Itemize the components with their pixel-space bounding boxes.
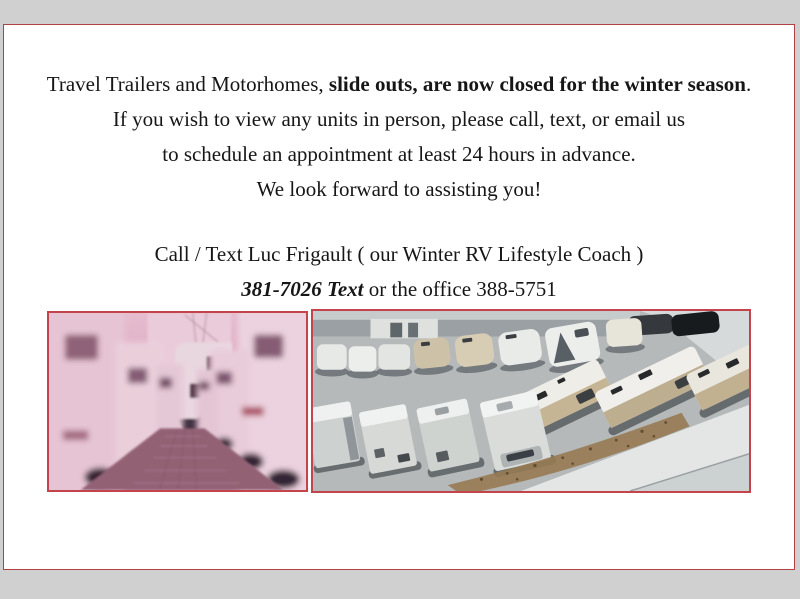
- notice-line-2: If you wish to view any units in person, please call, text, or email us: [112, 107, 686, 131]
- notice-line-3: to schedule an appointment at least 24 hours in advance.: [162, 142, 636, 166]
- line1-bold-text: slide outs, are now closed for the winter season: [328, 72, 746, 96]
- notice-line-4: We look forward to assisting you!: [256, 177, 542, 201]
- notice-text: [4, 25, 794, 307]
- office-phone-number: or the office 388-5751: [363, 277, 557, 301]
- notice-line-5: Call / Text Luc Frigault ( our Winter RV Lifestyle Coach ): [154, 242, 644, 266]
- notice-panel: [3, 24, 795, 570]
- line1-period: .: [745, 72, 752, 96]
- notice-paragraph-gap: [4, 207, 794, 237]
- notice-line-1: [4, 67, 794, 102]
- rv-aisle-photo: [47, 311, 308, 492]
- rv-lot-illustration: [313, 311, 749, 491]
- notice-line-6: [4, 272, 794, 307]
- rv-aisle-illustration: [49, 313, 306, 490]
- rv-lot-aerial-photo: [311, 309, 751, 493]
- line1-regular-text: Travel Trailers and Motorhomes,: [46, 72, 329, 96]
- text-phone-number: 381-7026 Text: [241, 277, 364, 301]
